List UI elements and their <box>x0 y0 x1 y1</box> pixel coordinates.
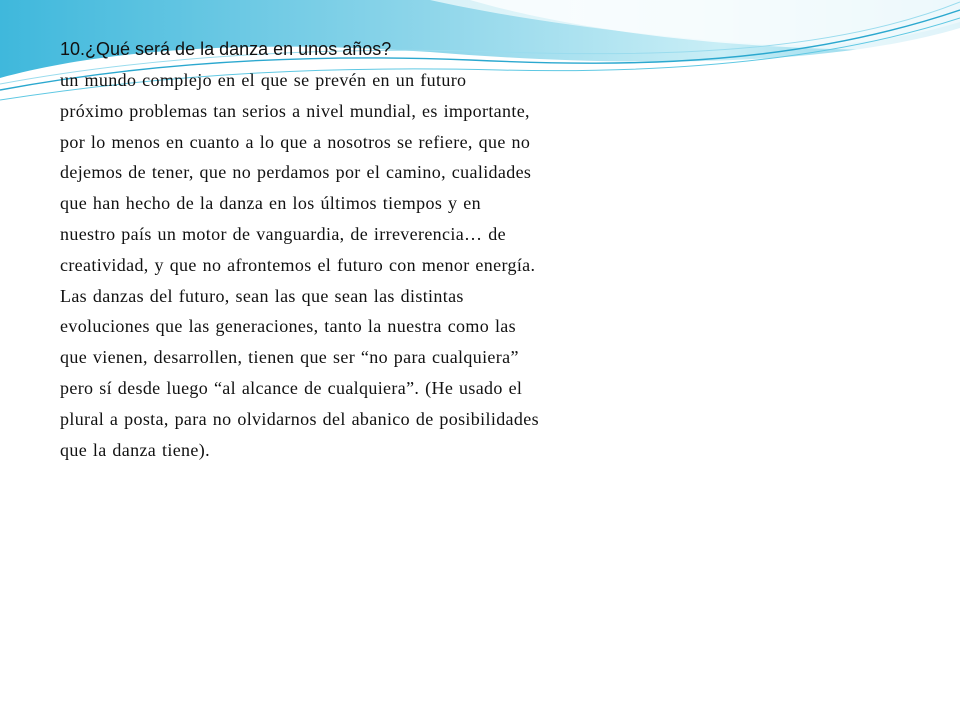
body-line: Las danzas del futuro, sean las que sean las distintas <box>60 285 464 306</box>
body-line: próximo problemas tan serios a nivel mundial, es importante, <box>60 100 530 121</box>
slide-body <box>60 65 680 465</box>
body-line: creatividad, y que no afrontemos el futuro con menor energía. <box>60 254 536 275</box>
body-line: un mundo complejo en el que se prevén en un futuro <box>60 70 467 90</box>
body-line: evoluciones que las generaciones, tanto la nuestra como las <box>60 316 517 337</box>
body-line: dejemos de tener, que no perdamos por el camino, cualidades <box>60 162 532 183</box>
body-line: que han hecho de la danza en los últimos tiempos y en <box>60 193 481 214</box>
body-line: que vienen, desarrollen, tienen que ser “no para cualquiera” <box>60 347 519 368</box>
slide-title: 10.¿Qué será de la danza en unos años? <box>60 39 392 59</box>
body-line: que la danza tiene). <box>60 439 210 460</box>
body-line: pero sí desde luego “al alcance de cualquiera”. (He usado el <box>60 377 523 398</box>
body-line: plural a posta, para no olvidarnos del abanico de posibilidades <box>60 408 539 429</box>
body-line: por lo menos en cuanto a lo que a nosotros se refiere, que no <box>60 131 531 152</box>
body-line: nuestro país un motor de vanguardia, de irreverencia… de <box>60 223 506 244</box>
